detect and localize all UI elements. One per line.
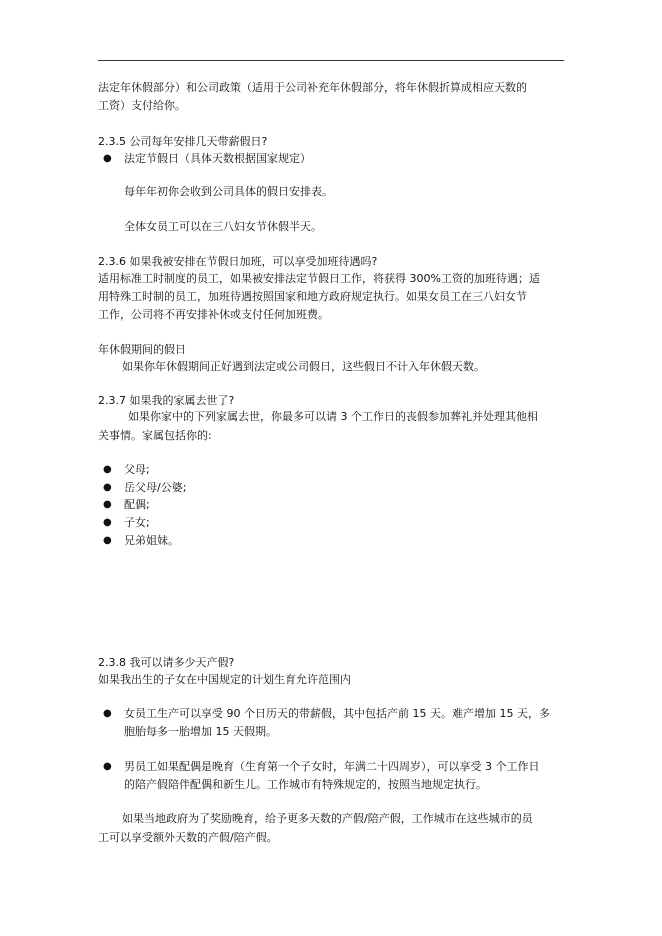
list-item: 配偶; (124, 498, 150, 511)
paragraph-line: 关事情。家属包括你的: (98, 429, 212, 442)
list-item-continuation: 的陪产假陪伴配偶和新生儿。工作城市有特殊规定的，按照当地规定执行。 (124, 778, 487, 791)
section-heading: 2.3.7 如果我的家属去世了? (98, 394, 235, 407)
section-heading: 2.3.8 我可以请多少天产假? (98, 656, 235, 669)
list-item: 父母; (124, 463, 150, 476)
header-rule (98, 60, 564, 61)
paragraph-line: 每年年初你会收到公司具体的假日安排表。 (124, 185, 333, 198)
paragraph-line: 如果当地政府为了奖励晚育，给予更多天数的产假/陪产假，工作城市在这些城市的员 (122, 812, 533, 825)
paragraph-line: 工作，公司将不再安排补休或支付任何加班费。 (98, 308, 329, 321)
list-item: 男员工如果配偶是晚育（生育第一个子女时，年满二十四周岁），可以享受 3 个工作日 (124, 760, 540, 773)
list-item: 子女; (124, 516, 150, 529)
paragraph-line: 全体女员工可以在三八妇女节休假半天。 (124, 220, 322, 233)
bullet-icon: ● (103, 761, 112, 772)
list-item: 兄弟姐妹。 (124, 534, 179, 547)
list-item-continuation: 胞胎每多一胎增加 15 天假期。 (124, 725, 277, 738)
bullet-icon: ● (103, 499, 112, 510)
section-heading: 2.3.6 如果我被安排在节假日加班，可以享受加班待遇吗? (98, 255, 378, 268)
paragraph-line: 如果你年休假期间正好遇到法定或公司假日，这些假日不计入年休假天数。 (122, 360, 485, 373)
subheading: 年休假期间的假日 (98, 343, 186, 356)
bullet-icon: ● (103, 535, 112, 546)
list-item: 岳父母/公婆; (124, 481, 187, 494)
bullet-icon: ● (103, 708, 112, 719)
bullet-icon: ● (103, 482, 112, 493)
list-item: 法定节假日（具体天数根据国家规定） (124, 152, 311, 165)
paragraph-line: 用特殊工时制的员工，加班待遇按照国家和地方政府规定执行。如果女员工在三八妇女节 (98, 290, 527, 303)
paragraph-line: 如果你家中的下列家属去世，你最多可以请 3 个工作日的丧假参加葬礼并处理其他相 (128, 410, 538, 423)
section-heading: 2.3.5 公司每年安排几天带薪假日? (98, 135, 268, 148)
paragraph-line: 工可以享受额外天数的产假/陪产假。 (98, 831, 278, 844)
paragraph-line: 法定年休假部分）和公司政策（适用于公司补充年休假部分，将年休假折算成相应天数的 (98, 81, 527, 94)
bullet-icon: ● (103, 517, 112, 528)
paragraph-line: 适用标准工时制度的员工，如果被安排法定节假日工作，将获得 300%工资的加班待遇；适 (98, 272, 540, 285)
paragraph-line: 工资）支付给你。 (98, 99, 186, 112)
bullet-icon: ● (103, 464, 112, 475)
bullet-icon: ● (103, 153, 112, 164)
paragraph-line: 如果我出生的子女在中国规定的计划生育允许范围内 (98, 673, 351, 686)
list-item: 女员工生产可以享受 90 个日历天的带薪假，其中包括产前 15 天。难产增加 15 天，多 (124, 707, 550, 720)
